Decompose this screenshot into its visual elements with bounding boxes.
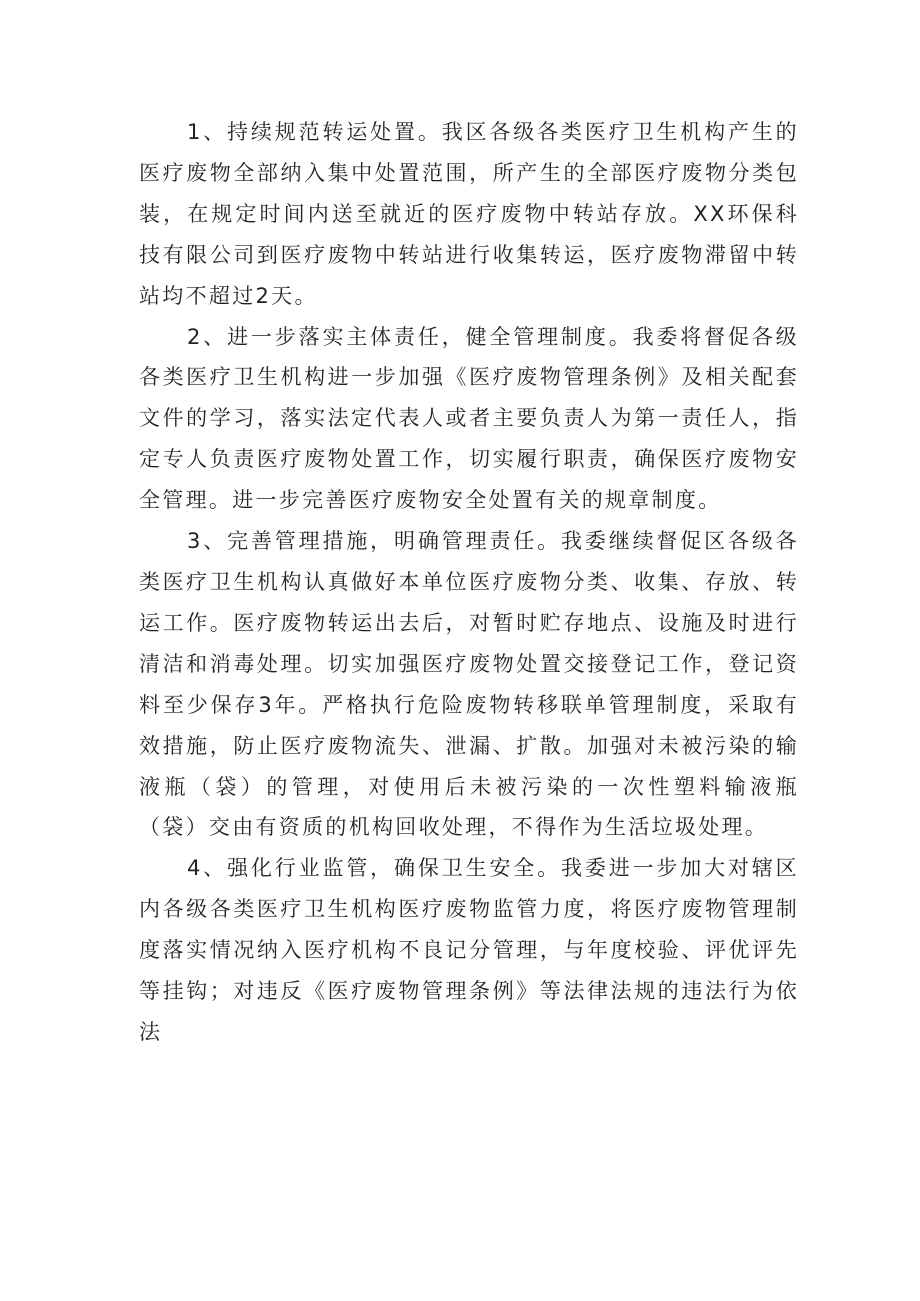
paragraph-4: 4、强化行业监管，确保卫生安全。我委进一步加大对辖区内各级各类医疗卫生机构医疗废物监管力度，将医疗废物管理制度落实情况纳入医疗机构不良记分管理，与年度校验、评优评先等挂钩；对违反《医疗废物管理条例》等法律法规的违法行为依法 bbox=[139, 856, 799, 1044]
paragraph-1: 1、持续规范转运处置。我区各级各类医疗卫生机构产生的医疗废物全部纳入集中处置范围，所产生的全部医疗废物分类包装，在规定时间内送至就近的医疗废物中转站存放。XX环保科技有限公司到医疗废物中转站进行收集转运，医疗废物滞留中转站均不超过2天。 bbox=[139, 120, 799, 308]
document-body bbox=[139, 112, 799, 1053]
paragraph-2: 2、进一步落实主体责任，健全管理制度。我委将督促各级各类医疗卫生机构进一步加强《医疗废物管理条例》及相关配套文件的学习，落实法定代表人或者主要负责人为第一责任人，指定专人负责医疗废物处置工作，切实履行职责，确保医疗废物安全管理。进一步完善医疗废物安全处置有关的规章制度。 bbox=[139, 324, 799, 513]
paragraph-3: 3、完善管理措施，明确管理责任。我委继续督促区各级各类医疗卫生机构认真做好本单位医疗废物分类、收集、存放、转运工作。医疗废物转运出去后，对暂时贮存地点、设施及时进行清洁和消毒处理。切实加强医疗废物处置交接登记工作，登记资料至少保存3年。严格执行危险废物转移联单管理制度，采取有效措施，防止医疗废物流失、泄漏、扩散。加强对未被污染的输液瓶（袋）的管理，对使用后未被污染的一次性塑料输液瓶（袋）交由有资质的机构回收处理，不得作为生活垃圾处理。 bbox=[139, 529, 799, 840]
